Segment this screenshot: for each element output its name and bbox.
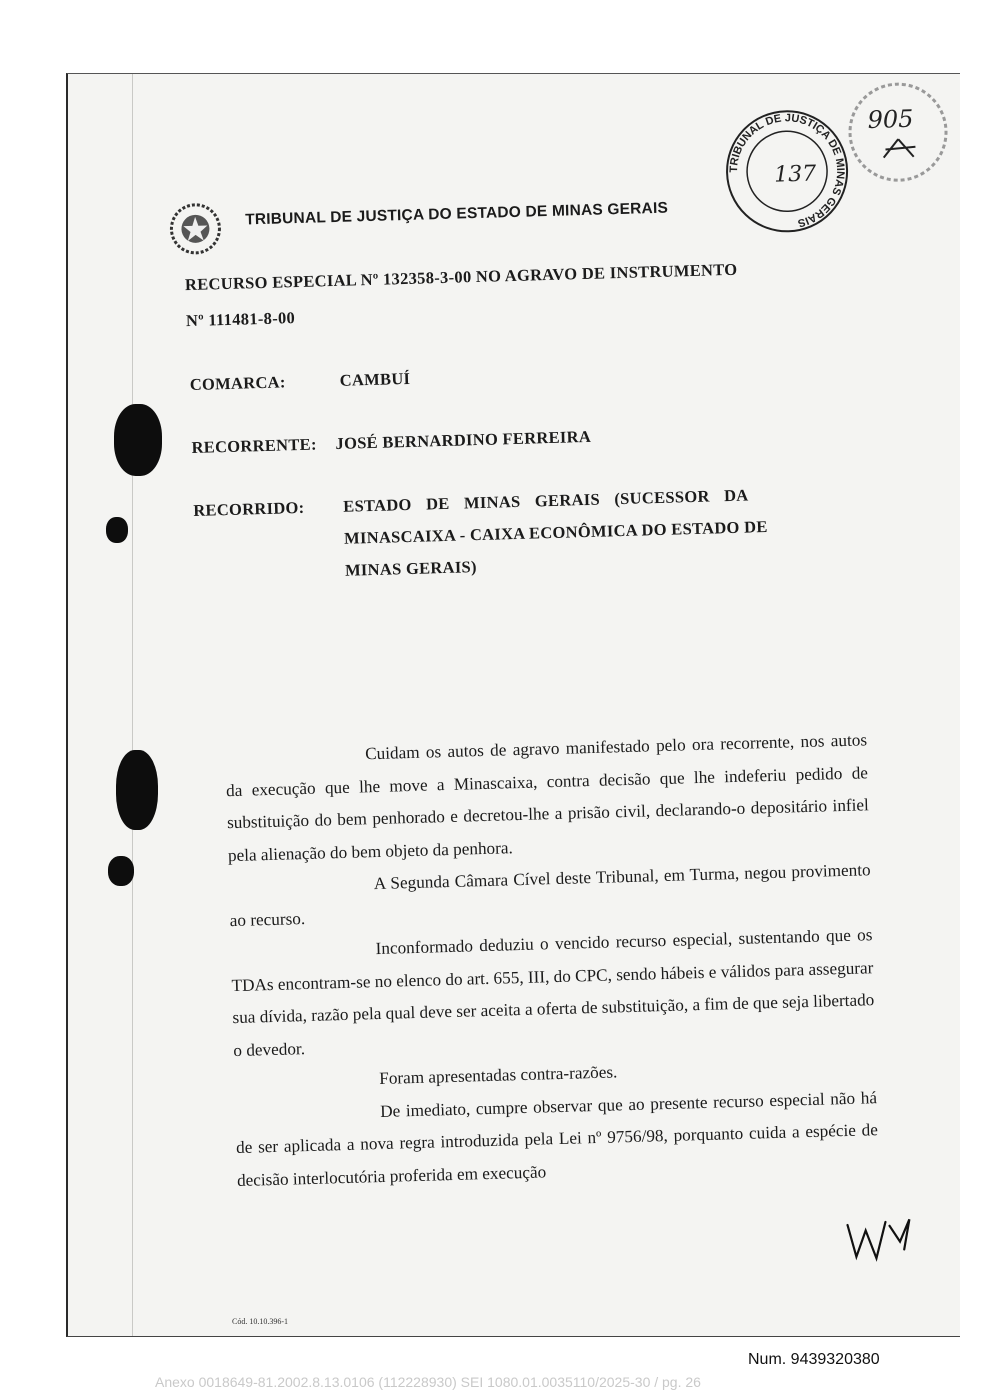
form-code: Cód. 10.10.396-1 (232, 1317, 288, 1326)
coat-of-arms-icon (165, 200, 227, 258)
recorrente-value: JOSÉ BERNARDINO FERREIRA (335, 426, 592, 454)
recorrente-label: RECORRENTE: (191, 434, 317, 458)
case-title-line1: RECURSO ESPECIAL Nº 132358-3-00 NO AGRAVO DE INSTRUMENTO (184, 259, 738, 295)
paragraph-1: Cuidam os autos de agravo manifestado pelo ora recorrente, nos autos da execução que lhe move a Minascaixa, contra decisão que lhe indeferiu pedido de substituição do bem penhorado e decretou-lhe a prisão civil, declarando-o depositário infiel pela alienação do bem objeto da penhora. (225, 730, 870, 865)
scanned-page (66, 73, 960, 1337)
recorrido-label: RECORRIDO: (193, 497, 305, 520)
paragraph-5: De imediato, cumpre observar que ao presente recurso especial não há de ser aplicada a nova regra introduzida pela Lei nº 9756/98, porquanto cuida a espécie de decisão interlocutória proferida em execução (235, 1087, 879, 1190)
paragraph-3: Inconformado deduziu o vencido recurso especial, sustentando que os TDAs encontram-se no elenco do art. 655, III, do CPC, sendo hábeis e válidos para assegurar sua dívida, razão pela qual deve ser aceita a oferta de substituição, a fim de que seja libertado o devedor. (231, 925, 875, 1060)
faded-stamp (842, 76, 955, 189)
recorrido-line2: MINASCAIXA - CAIXA ECONÔMICA DO ESTADO DE (343, 516, 768, 548)
court-stamp (720, 105, 854, 239)
annex-reference: Anexo 0018649-81.2002.8.13.0106 (112228930) SEI 1080.01.0035110/2025-30 / pg. 26 (155, 1374, 701, 1390)
court-name-heading: TRIBUNAL DE JUSTIÇA DO ESTADO DE MINAS GERAIS (244, 199, 669, 229)
comarca-value: CAMBUÍ (339, 368, 411, 390)
handwritten-page-number-2: 905 (867, 104, 914, 135)
paragraph-4: Foram apresentadas contra-razões. (378, 1062, 618, 1089)
body-text (225, 724, 879, 1197)
stamp-text: TRIBUNAL DE JUSTIÇA DE MINAS GERAIS (727, 112, 847, 230)
document-content (66, 73, 960, 1337)
signature-initials (843, 1213, 924, 1265)
case-title-line2: Nº 111481-8-00 (185, 308, 296, 331)
recorrido-line1: ESTADO DE MINAS GERAIS (SUCESSOR DA (342, 485, 749, 516)
paragraph-2: A Segunda Câmara Cível deste Tribunal, em Turma, negou provimento ao recurso. (229, 860, 871, 930)
comarca-label: COMARCA: (189, 372, 286, 395)
handwritten-page-number: 137 (773, 161, 817, 188)
recorrido-line3: MINAS GERAIS) (344, 557, 478, 580)
document-number: Num. 9439320380 (748, 1351, 880, 1368)
